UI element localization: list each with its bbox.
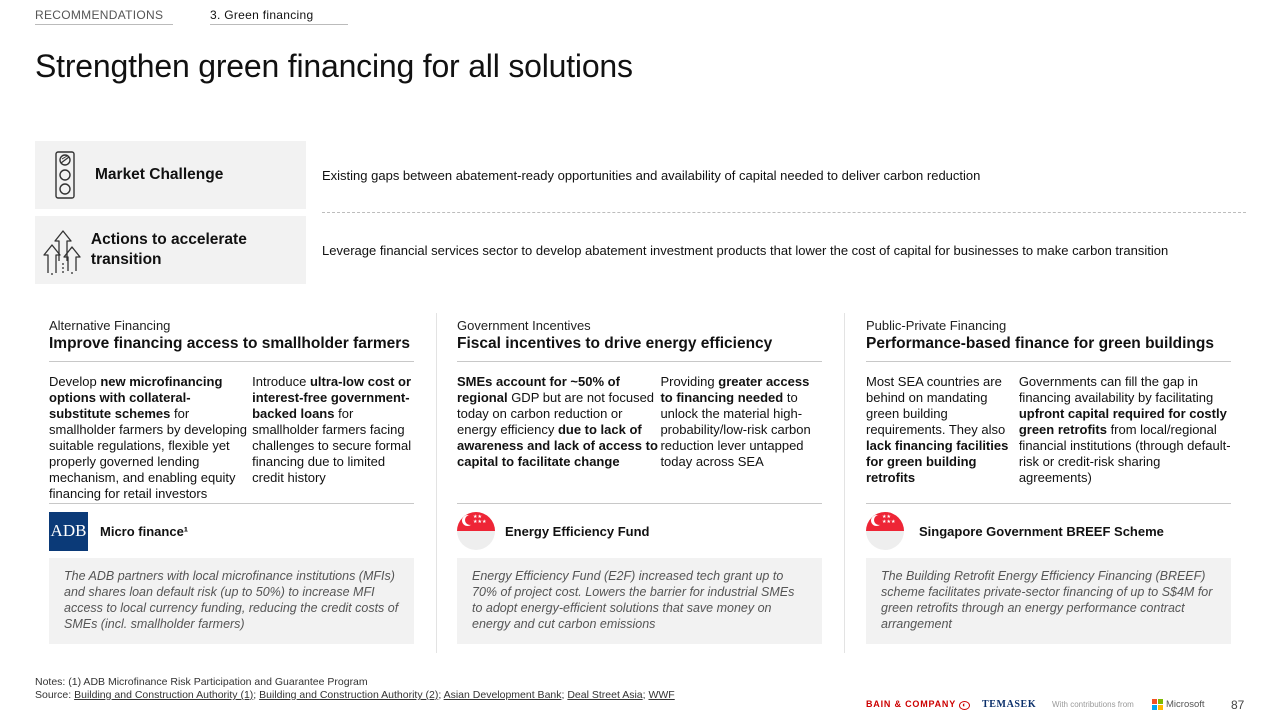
column-category: Public-Private Financing: [866, 318, 1007, 333]
singapore-flag-icon: ★★ ★★★: [457, 512, 495, 550]
source-link[interactable]: Asian Development Bank: [443, 689, 562, 701]
traffic-light-icon: [35, 151, 95, 199]
page-title: Strengthen green financing for all solutions: [35, 48, 633, 84]
sources-line: [35, 689, 675, 702]
breadcrumb-subsection: 3. Green financing: [210, 8, 348, 25]
market-challenge-label: Market Challenge: [95, 166, 224, 183]
entity-row: [457, 504, 822, 558]
market-challenge-text: Existing gaps between abatement-ready opportunities and availability of capital needed to deliver carbon reduction: [322, 168, 981, 183]
entity-row: [49, 504, 414, 558]
entity-description: Energy Efficiency Fund (E2F) increased tech grant up to 70% of project cost. Lowers the barrier for industrial SMEs to adopt energy-efficient solutions that save money on energy and cut carbon emissions: [457, 558, 822, 644]
column-left-text: Develop new microfinancing options with collateral-substitute schemes for smallholder farmers by developing suitable regulations, flexible yet properly governed lending mechanism, and enabling equity financing for retail investors: [49, 374, 247, 501]
column-left-text: SMEs account for ~50% of regional GDP but are not focused today on carbon reduction or energy efficiency due to lack of awareness and lack of access to capital to facilitate change: [457, 374, 658, 469]
temasek-logo: TEMASEK: [982, 699, 1037, 710]
entity-description: The Building Retrofit Energy Efficiency Financing (BREEF) scheme facilitates private-sector financing of up to S$4M for green retrofits through an energy performance contract arrangement: [866, 558, 1231, 644]
entity-row: [866, 504, 1231, 558]
entity-description: The ADB partners with local microfinance institutions (MFIs) and shares loan default risk (up to 50%) to increase MFI access to local currency funding, reducing the credit costs of SMEs (incl. smallholder farmers): [49, 558, 414, 644]
footnote: Notes: (1) ADB Microfinance Risk Participation and Guarantee Program: [35, 676, 368, 688]
divider: [322, 212, 1246, 213]
actions-label: Actions to accelerate transition: [90, 231, 247, 268]
entity-name: Singapore Government BREEF Scheme: [919, 523, 1164, 539]
page-number: 87: [1231, 698, 1245, 712]
column-heading: Improve financing access to smallholder farmers: [49, 335, 414, 362]
column-right-text: Governments can fill the gap in financing availability by facilitating upfront capital required for costly green retrofits from local/regional financial institutions (through default-risk or credit-risk sharing agreements): [1018, 374, 1231, 485]
contributions-text: With contributions from: [1052, 700, 1134, 709]
breadcrumb-section: RECOMMENDATIONS: [35, 8, 173, 25]
growth-arrows-icon: [35, 225, 91, 275]
column-category: Government Incentives: [457, 318, 591, 333]
bain-logo: BAIN & COMPANY ◐: [866, 699, 970, 709]
column-heading: Performance-based finance for green buildings: [866, 335, 1231, 362]
market-challenge-box: [35, 141, 306, 209]
microsoft-logo: Microsoft: [1152, 699, 1205, 710]
footnotes: [35, 676, 675, 702]
column-government-incentives: [457, 318, 822, 644]
source-link[interactable]: Building and Construction Authority (1): [74, 689, 254, 701]
actions-text: Leverage financial services sector to develop abatement investment products that lower the cost of capital for businesses to make carbon transition: [322, 243, 1169, 258]
singapore-flag-icon: ★★ ★★★: [866, 512, 904, 550]
column-public-private-financing: [866, 318, 1231, 644]
source-label: Source:: [35, 689, 75, 701]
source-links: Building and Construction Authority (1); Building and Construction Authority (2); Asian Development Bank; Deal Street Asia; WWF: [74, 689, 675, 701]
actions-box: [35, 216, 306, 284]
column-left-text: Most SEA countries are behind on mandating green building requirements. They also lack financing facilities for green building retrofits: [866, 374, 1009, 485]
column-right-text: Introduce ultra-low cost or interest-free government-backed loans for smallholder farmers facing challenges to secure formal financing due to limited credit history: [252, 374, 412, 485]
column-alternative-financing: [49, 318, 414, 644]
entity-name: Energy Efficiency Fund: [505, 523, 650, 539]
column-heading: Fiscal incentives to drive energy efficiency: [457, 335, 822, 362]
column-divider: [436, 313, 437, 653]
source-link[interactable]: WWF: [648, 689, 675, 701]
column-category: Alternative Financing: [49, 318, 171, 333]
column-right-text: Providing greater access to financing needed to unlock the material high-probability/low-risk carbon reduction lever untapped today across SEA: [660, 374, 811, 469]
source-link[interactable]: Deal Street Asia: [567, 689, 643, 701]
entity-name: Micro finance¹: [100, 523, 189, 539]
source-link[interactable]: Building and Construction Authority (2): [259, 689, 439, 701]
column-divider: [844, 313, 845, 653]
adb-logo: ADB: [49, 512, 88, 551]
